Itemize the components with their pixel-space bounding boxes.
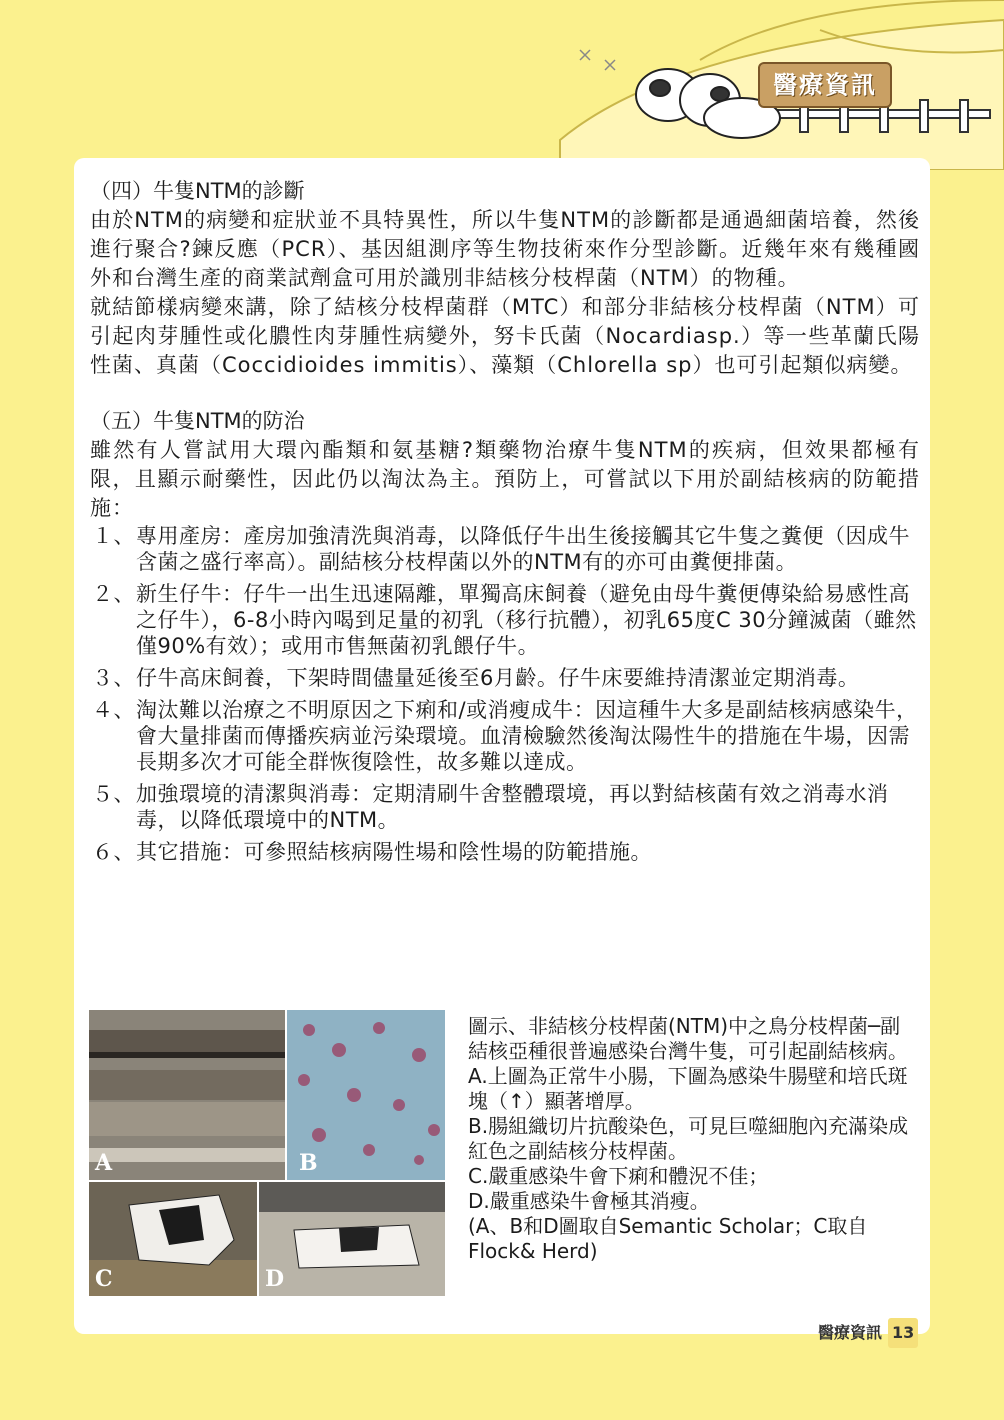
list-text: 其它措施：可參照結核病陽性場和陰性場的防範措施。	[136, 840, 652, 864]
list-number: ２、	[92, 582, 135, 606]
article-body	[90, 170, 920, 871]
page-number: 13	[888, 1318, 918, 1348]
panel-d-photo	[259, 1182, 445, 1296]
caption-line: D.嚴重感染牛會極其消瘦。	[468, 1189, 710, 1213]
section-title: （五）牛隻NTM的防治	[90, 409, 305, 433]
figure-panels	[89, 1010, 445, 1296]
paragraph: 就結節樣病變來講，除了結核分枝桿菌群（MTC）和部分非結核分枝桿菌（NTM）可引起肉芽腫性或化膿性肉芽腫性病變外，努卡氏菌（Nocardiasp.）等一些革蘭氏陽性菌、真菌（Coccidioides immitis）、藻類（Chlorella sp）也可引起類似病變。	[90, 295, 920, 377]
caption-line: B.腸組織切片抗酸染色，可見巨噬細胞內充滿染成紅色之副結核分枝桿菌。	[468, 1114, 909, 1163]
list-item	[90, 839, 920, 865]
panel-letter: B	[299, 1150, 318, 1176]
list-item	[90, 523, 920, 575]
list-number: ３、	[92, 666, 135, 690]
caption-line: 圖示、非結核分枝桿菌(NTM)中之鳥分枝桿菌─副結核亞種很普遍感染台灣牛隻，可引起副結核病。	[468, 1014, 908, 1063]
list-text: 仔牛高床飼養，下架時間儘量延後至6月齡。仔牛床要維持清潔並定期消毒。	[136, 666, 860, 690]
list-number: ５、	[92, 782, 135, 806]
list-item	[90, 581, 920, 659]
panel-c-photo	[89, 1182, 257, 1296]
paragraph: 雖然有人嘗試用大環內酯類和氨基糖?類藥物治療牛隻NTM的疾病，但效果都極有限，且顯示耐藥性，因此仍以淘汰為主。預防上，可嘗試以下用於副結核病的防範措施：	[90, 438, 920, 520]
list-item	[90, 697, 920, 775]
footer-label: 醫療資訊	[818, 1323, 883, 1342]
caption-line: A.上圖為正常牛小腸，下圖為感染牛腸壁和培氏斑塊（↑）顯著增厚。	[468, 1064, 908, 1113]
caption-line: C.嚴重感染牛會下痢和體況不佳；	[468, 1164, 769, 1188]
list-text: 專用產房：產房加強清洗與消毒，以降低仔牛出生後接觸其它牛隻之糞便（因成牛含菌之盛行率高）。副結核分枝桿菌以外的NTM有的亦可由糞便排菌。	[136, 524, 910, 574]
panel-letter: D	[265, 1266, 285, 1292]
paragraph: 由於NTM的病變和症狀並不具特異性，所以牛隻NTM的診斷都是通過細菌培養，然後進行聚合?鍊反應（PCR）、基因組測序等生物技術來作分型診斷。近幾年來有幾種國外和台灣生產的商業試劑盒可用於識別非結核分枝桿菌（NTM）的物種。	[90, 208, 920, 290]
page-footer	[818, 1318, 938, 1348]
list-text: 淘汰難以治療之不明原因之下痢和/或消瘦成牛：因這種牛大多是副結核病感染牛，會大量排菌而傳播疾病並污染環境。血清檢驗然後淘汰陽性牛的措施在牛場，因需長期多次才可能全群恢復陰性，故多難以達成。	[136, 698, 918, 774]
panel-a-photo	[89, 1010, 285, 1180]
caption-line: (A、B和D圖取自Semantic Scholar；C取自Flock& Herd)	[468, 1214, 868, 1263]
section-badge: 醫療資訊	[758, 62, 892, 108]
list-text: 加強環境的清潔與消毒：定期清刷牛舍整體環境，再以對結核菌有效之消毒水消毒，以降低環境中的NTM。	[136, 782, 889, 832]
list-number: ４、	[92, 698, 135, 722]
list-text: 新生仔牛：仔牛一出生迅速隔離，單獨高床飼養（避免由母牛糞便傳染給易感性高之仔牛），6-8小時內喝到足量的初乳（移行抗體），初乳65度C 30分鐘滅菌（雖然僅90%有效）；或用市售無菌初乳餵仔牛。	[136, 582, 917, 658]
panel-letter: A	[95, 1150, 113, 1176]
list-number: ６、	[92, 840, 135, 864]
list-number: １、	[92, 524, 135, 548]
figure-caption	[468, 1014, 918, 1264]
section-title: （四）牛隻NTM的診斷	[90, 179, 305, 203]
list-item	[90, 781, 920, 833]
panel-letter: C	[95, 1266, 113, 1292]
prevention-list	[90, 523, 920, 865]
list-item	[90, 665, 920, 691]
